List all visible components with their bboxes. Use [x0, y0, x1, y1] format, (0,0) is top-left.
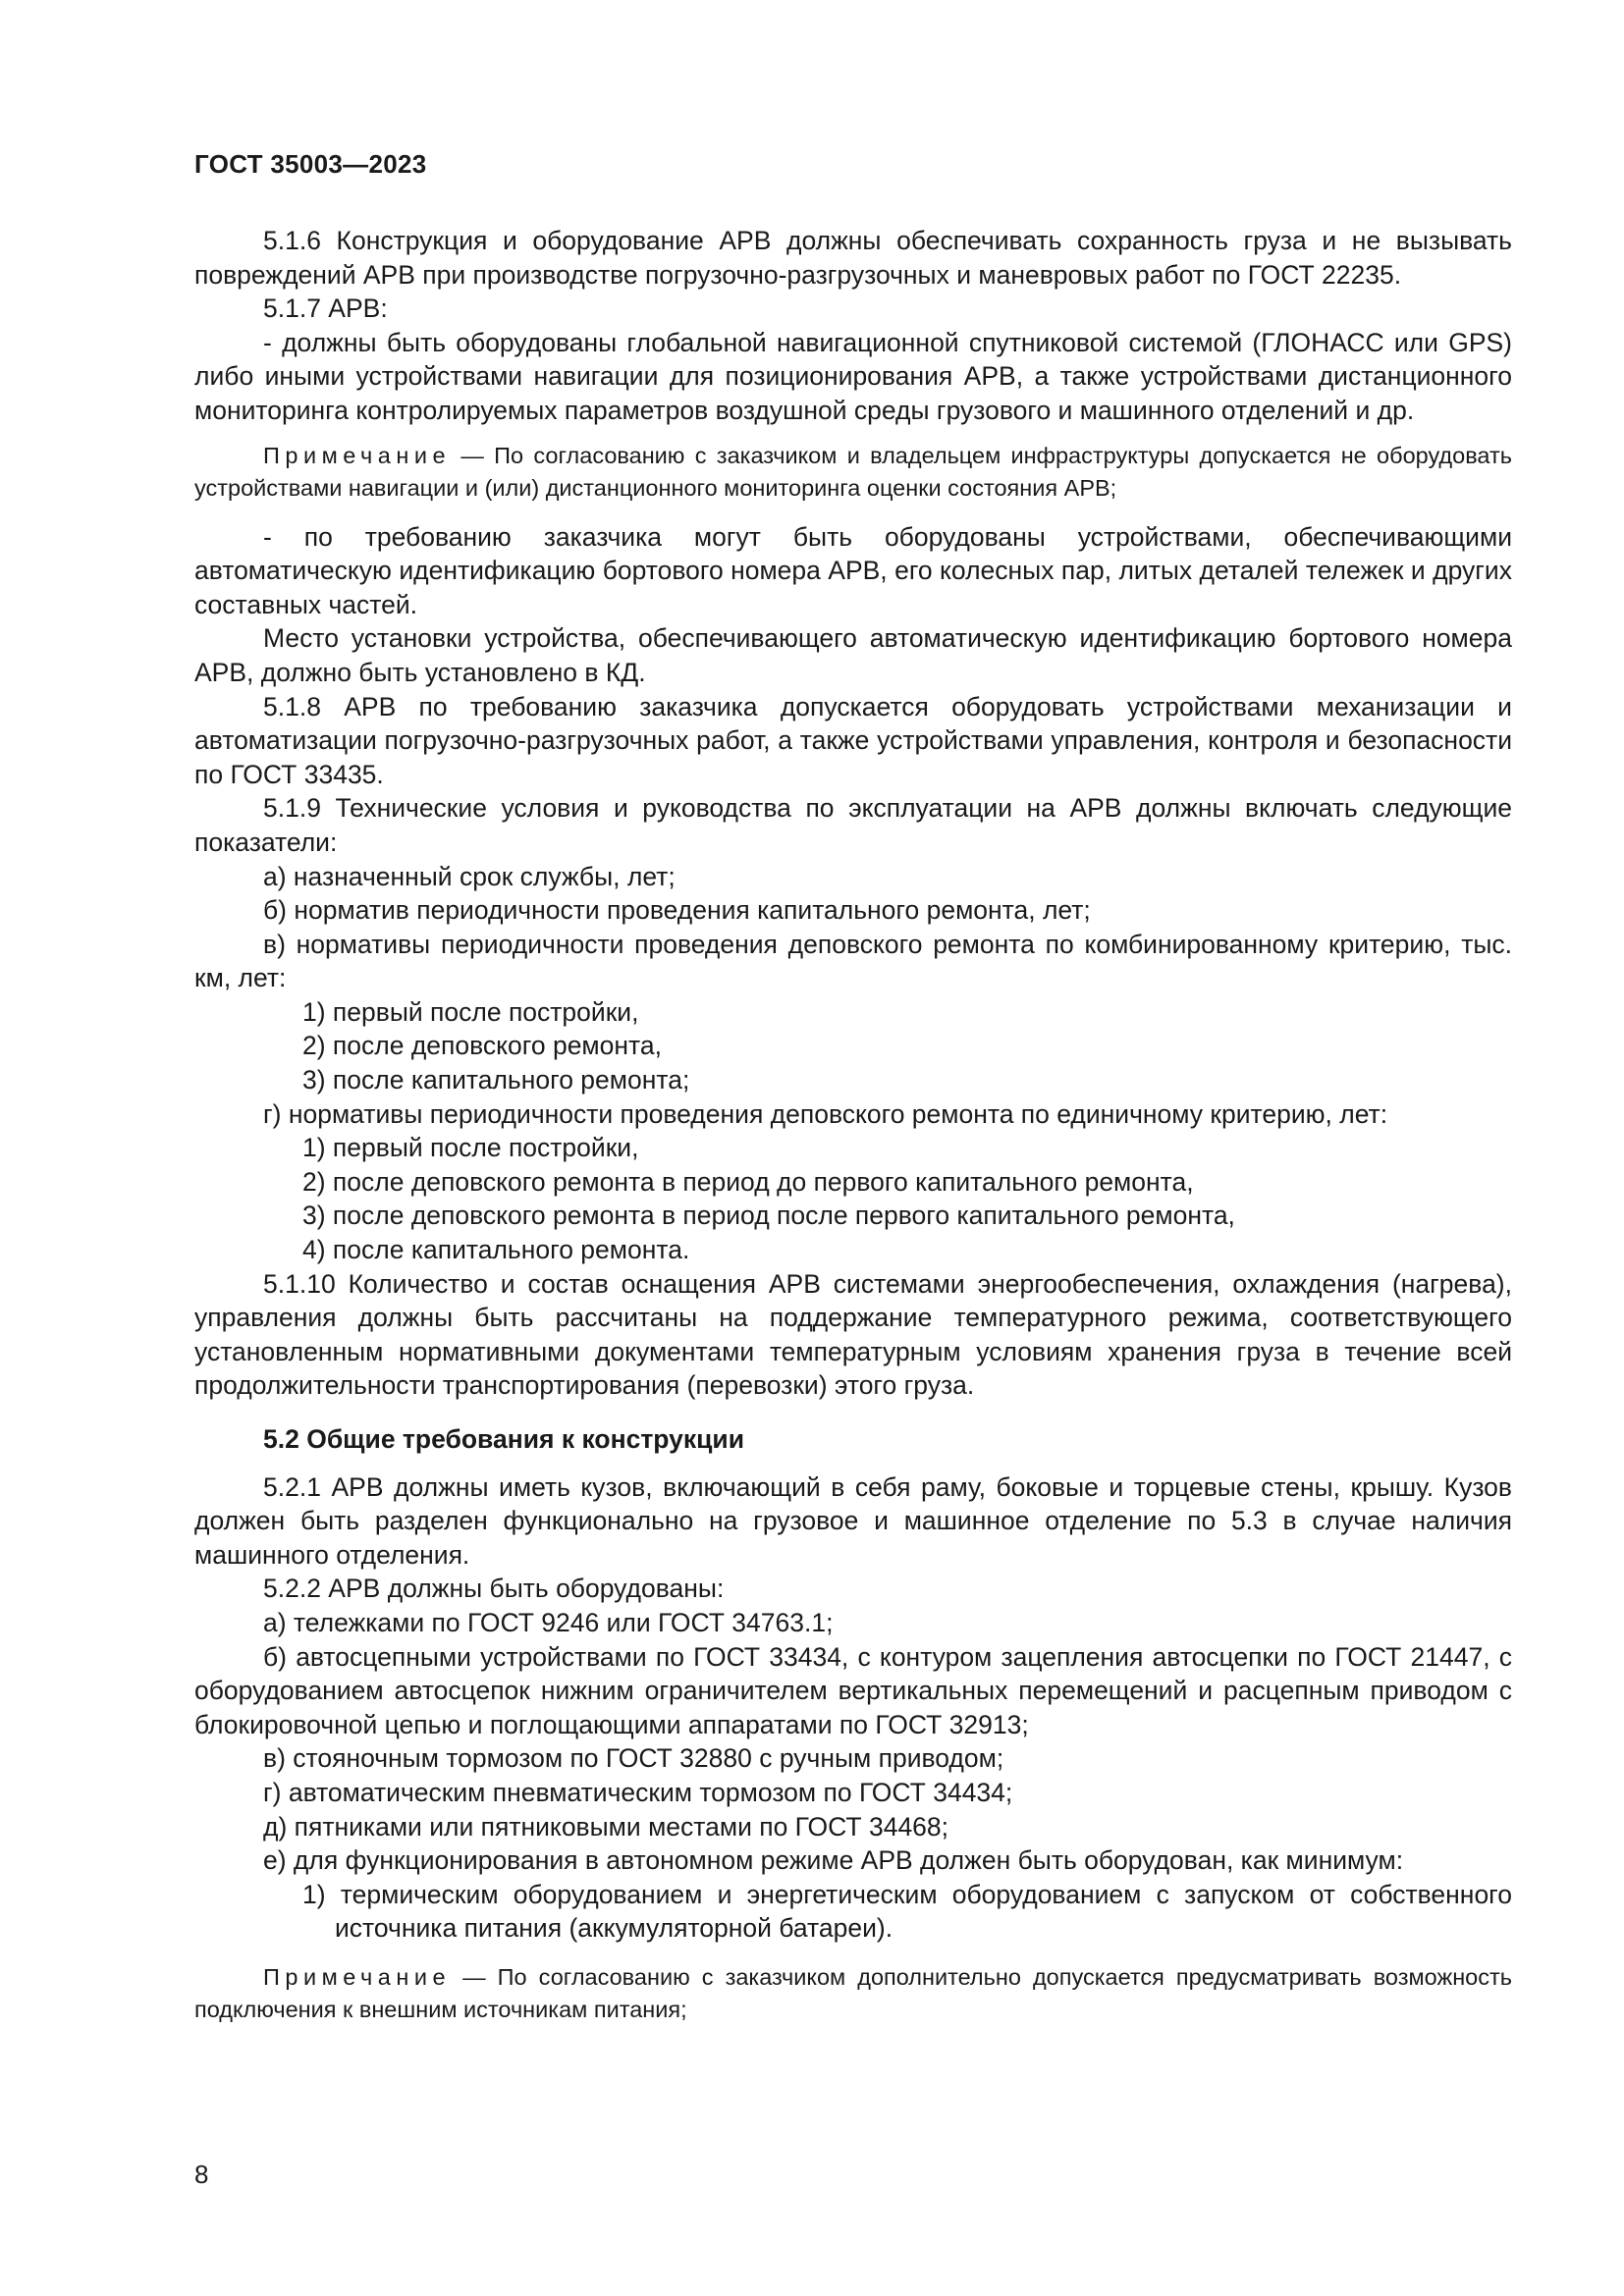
sub-list-item: 4) после капитального ремонта. — [302, 1235, 690, 1265]
clause-5-2-1: 5.2.1 АРВ должны иметь кузов, включающий в себя раму, боковые и торцевые стены, крышу. Кузов должен быть разделен функционально на грузовое и машинное отделение по 5.3 в случае наличия машинного отделения. — [194, 1471, 1512, 1570]
section-heading-5-2: 5.2 Общие требования к конструкции — [263, 1424, 745, 1454]
note-external-power — [194, 1961, 1512, 2026]
sub-list-item: 1) первый после постройки, — [302, 996, 639, 1027]
clause-5-1-9: 5.1.9 Технические условия и руководства по эксплуатации на АРВ должны включать следующие показатели: — [194, 793, 1512, 857]
list-item: в) нормативы периодичности проведения деповского ремонта по комбинированному критерию, тыс. км, лет: — [194, 929, 1512, 993]
clause-5-1-8: 5.1.8 АРВ по требованию заказчика допускается оборудовать устройствами механизации и автоматизации погрузочно-разгрузочных работ, а также устройствами управления, контроля и безопасности по ГОСТ 33435. — [194, 691, 1512, 789]
note-label: Примечание — [263, 1963, 452, 1990]
list-item: а) тележками по ГОСТ 9246 или ГОСТ 34763.1; — [263, 1607, 834, 1637]
sub-list-item: 2) после деповского ремонта в период до первого капитального ремонта, — [302, 1166, 1194, 1197]
list-item: д) пятниками или пятниковыми местами по ГОСТ 34468; — [263, 1811, 949, 1842]
note-navigation — [194, 440, 1512, 505]
clause-5-1-7: 5.1.7 АРВ: — [263, 294, 388, 324]
clause-5-1-7-item-navigation: - должны быть оборудованы глобальной навигационной спутниковой системой (ГЛОНАСС или GPS) либо иными устройствами навигации для позиционирования АРВ, а также устройствами дистанционного мониторинга контролируемых параметров воздушной среды грузового и машинного отделений и др. — [194, 327, 1512, 425]
note-text: — По согласованию с заказчиком и владельцем инфраструктуры допускается не оборудовать устройствами навигации и (или) дистанционного мониторинга оценки состояния АРВ; — [194, 442, 1512, 501]
list-item: б) норматив периодичности проведения капитального ремонта, лет; — [263, 895, 1091, 926]
clause-5-1-10: 5.1.10 Количество и состав оснащения АРВ системами энергообеспечения, охлаждения (нагрева), управления должны быть рассчитаны на поддержание температурного режима, соответствующего установленным нормативными документами температурным условиям хранения груза в течение всей продолжительности транспортирования (перевозки) этого груза. — [194, 1268, 1512, 1401]
document-header: ГОСТ 35003—2023 — [194, 149, 427, 179]
list-item: в) стояночным тормозом по ГОСТ 32880 с ручным приводом; — [263, 1743, 1004, 1774]
list-item: б) автосцепными устройствами по ГОСТ 33434, с контуром зацепления автосцепки по ГОСТ 21447, с оборудованием автосцепок нижним ограничителем вертикальных перемещений и расцепным приводом с блокировочной цепью и поглощающими аппаратами по ГОСТ 32913; — [194, 1641, 1512, 1739]
sub-list-item: 3) после деповского ремонта в период после первого капитального ремонта, — [302, 1201, 1235, 1231]
sub-list-item: 2) после деповского ремонта, — [302, 1031, 662, 1061]
sub-list-item: 1) термическим оборудованием и энергетическим оборудованием с запуском от собственного источника питания (аккумуляторной батареи). — [302, 1879, 1512, 1944]
clause-5-2-2: 5.2.2 АРВ должны быть оборудованы: — [263, 1574, 725, 1604]
document-body — [194, 224, 1512, 2026]
list-item: г) нормативы периодичности проведения деповского ремонта по единичному критерию, лет: — [263, 1098, 1388, 1129]
list-item: г) автоматическим пневматическим тормозом по ГОСТ 34434; — [263, 1777, 1013, 1807]
clause-5-1-7-item-identification: - по требованию заказчика могут быть оборудованы устройствами, обеспечивающими автоматическую идентификацию бортового номера АРВ, его колесных пар, литых деталей тележек и других составных частей. — [194, 521, 1512, 619]
page-number: 8 — [194, 2160, 209, 2189]
clause-5-1-6: 5.1.6 Конструкция и оборудование АРВ должны обеспечивать сохранность груза и не вызывать повреждений АРВ при производстве погрузочно-разгрузочных и маневровых работ по ГОСТ 22235. — [194, 226, 1512, 290]
sub-list-item: 1) первый после постройки, — [302, 1133, 639, 1163]
note-label: Примечание — [263, 442, 452, 468]
paragraph-device-placement: Место установки устройства, обеспечивающего автоматическую идентификацию бортового номера АРВ, должно быть установлено в КД. — [194, 623, 1512, 687]
sub-list-item: 3) после капитального ремонта; — [302, 1065, 690, 1095]
note-text: — По согласованию с заказчиком дополнительно допускается предусматривать возможность подключения к внешним источникам питания; — [194, 1963, 1512, 2022]
list-item: е) для функционирования в автономном режиме АРВ должен быть оборудован, как минимум: — [263, 1845, 1404, 1876]
list-item: а) назначенный срок службы, лет; — [263, 861, 676, 891]
